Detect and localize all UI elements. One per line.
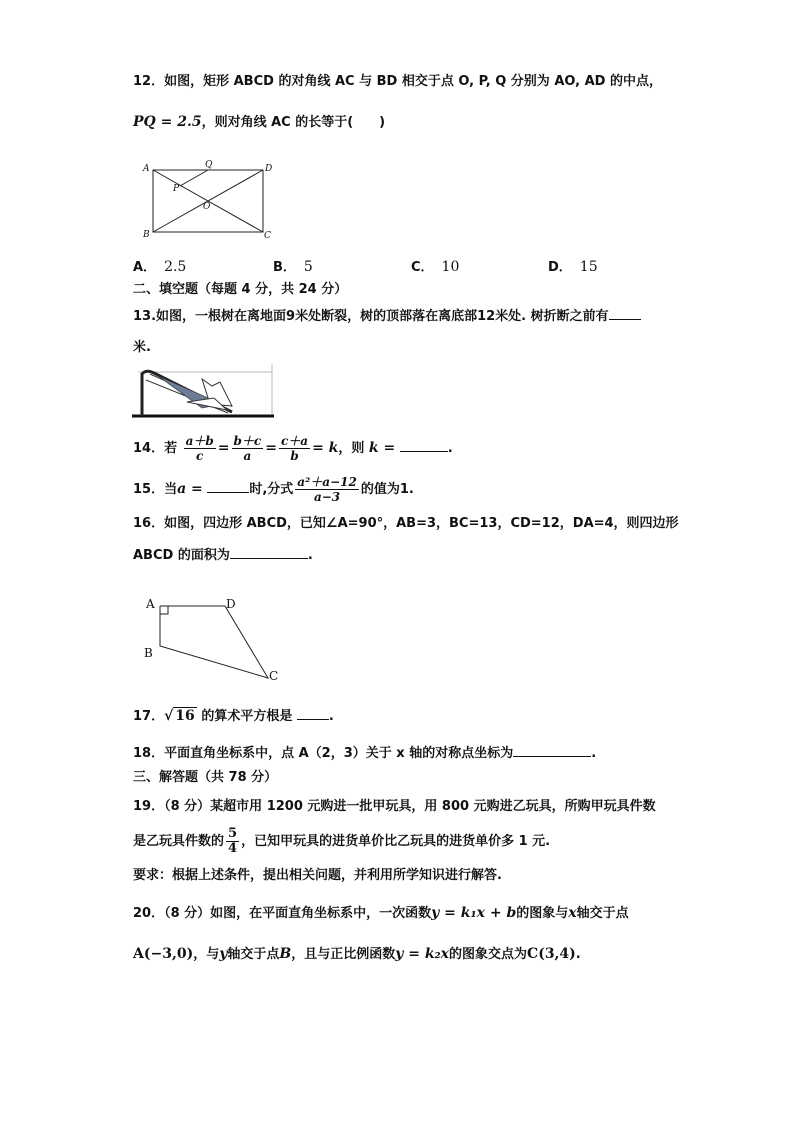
q18-text: 18．平面直角坐标系中，点 A（2，3）关于 x 轴的对称点坐标为 <box>133 746 514 761</box>
q15-suffix: 的值为1. <box>360 482 414 497</box>
q15-line <box>133 470 414 508</box>
q12-pq-math: PQ = 2.5 <box>133 114 202 130</box>
q12-label-a: A <box>143 164 150 174</box>
fraction-denominator: a <box>243 449 252 463</box>
q14-k-equals: k = <box>368 440 396 456</box>
equals-sign: = <box>217 440 230 456</box>
q12-choice-b[interactable] <box>273 256 313 275</box>
q20-t1: ，与 <box>193 947 220 962</box>
fraction-denominator: c <box>196 449 204 463</box>
q12-choice-d[interactable] <box>548 256 598 275</box>
choice-value: 5 <box>303 259 313 275</box>
q19-line2-suffix: ，已知甲玩具的进货单价比乙玩具的进货单价多 1 元. <box>241 834 551 849</box>
q14-end: . <box>447 441 453 456</box>
choice-value: 2.5 <box>164 259 187 275</box>
fraction-denominator: a−3 <box>313 490 341 504</box>
q14-then: ，则 <box>338 441 365 456</box>
q18-answer-blank[interactable] <box>513 743 591 757</box>
q14-prefix: 14．若 <box>133 441 178 456</box>
fraction-numerator: 5 <box>228 826 238 841</box>
q18-end: . <box>591 746 597 761</box>
q20-y-axis-symbol: y <box>219 946 228 962</box>
q17-prefix: 17． <box>133 709 165 724</box>
q20-point-c: C(3,4) <box>527 946 576 962</box>
q16-label-b: B <box>144 646 153 660</box>
choice-label: C． <box>411 260 434 275</box>
q17-radicand: 16 <box>175 708 195 724</box>
q16-line2 <box>133 545 313 566</box>
q16-end: . <box>307 548 313 563</box>
q20-point-b: B <box>279 946 292 962</box>
q16-label-a: A <box>146 597 155 611</box>
q13-line2: 米. <box>133 340 151 355</box>
q18-line <box>133 743 596 764</box>
q12-label-q: Q <box>205 160 213 170</box>
q20-linear-function: y = k₁x + b <box>431 905 517 921</box>
choice-value: 10 <box>441 259 460 275</box>
q12-label-p: P <box>173 184 180 194</box>
q14-answer-blank[interactable] <box>400 438 448 452</box>
q15-a-equals: a = <box>177 481 203 497</box>
equals-sign: = <box>265 440 277 456</box>
q20-line1-prefix: 20．（8 分）如图，在平面直角坐标系中，一次函数 <box>133 906 432 921</box>
q16-quadrilateral-figure <box>140 592 290 687</box>
q19-line2-prefix: 是乙玩具件数的 <box>133 834 225 849</box>
q20-proportional-function: y = k₂x <box>395 946 450 962</box>
q19-line1: 19．（8 分）某超市用 1200 元购进一批甲玩具，用 800 元购进乙玩具，所购甲玩具件数 <box>133 799 656 814</box>
q12-label-d: D <box>265 164 273 174</box>
q16-label-c: C <box>269 669 279 683</box>
fraction-denominator: b <box>290 449 299 463</box>
q12-label-o: O <box>203 202 211 212</box>
q14-line <box>133 428 453 468</box>
q13-text: 13.如图，一根树在离地面9米处断裂，树的顶部落在离底部12米处. 树折断之前有 <box>133 309 609 324</box>
section-solutions-heading: 三、解答题（共 78 分） <box>133 770 278 785</box>
q19-line3: 要求：根据上述条件，提出相关问题，并利用所学知识进行解答. <box>133 868 502 883</box>
q15-prefix: 15．当 <box>133 482 178 497</box>
q15-fraction <box>295 475 359 504</box>
q15-mid: 时,分式 <box>249 482 294 497</box>
q20-point-a: A(−3,0) <box>133 946 194 962</box>
q12-choice-c[interactable] <box>411 256 459 275</box>
q19-line2 <box>133 822 550 862</box>
q16-line1: 16．如图，四边形 ABCD，已知∠A=90°，AB=3，BC=13，CD=12，DA=4，则四边形 <box>133 516 679 531</box>
q13-line1 <box>133 306 641 327</box>
q20-line2 <box>133 944 581 965</box>
q14-fraction-2 <box>232 434 264 463</box>
q16-answer-blank[interactable] <box>230 545 308 559</box>
choice-value: 15 <box>579 259 598 275</box>
fraction-numerator: a²＋a−12 <box>297 475 357 489</box>
q15-answer-blank[interactable] <box>207 479 249 493</box>
q20-t2: 轴交于点 <box>227 947 280 962</box>
q17-line <box>133 706 334 727</box>
choice-label: D． <box>548 260 572 275</box>
q13-answer-blank[interactable] <box>609 306 641 320</box>
q14-equals-k: = k <box>312 440 339 456</box>
q16-label-d: D <box>226 597 236 611</box>
q20-end: . <box>575 947 581 962</box>
fraction-numerator: b＋c <box>233 434 262 448</box>
q20-line1-mid: 的图象与 <box>516 906 569 921</box>
q17-suffix: 的算术平方根是 <box>201 709 293 724</box>
q13-broken-tree-figure <box>132 364 274 420</box>
q12-line2 <box>133 112 385 133</box>
q12-label-b: B <box>143 230 150 240</box>
q20-t4: 的图象交点为 <box>449 947 528 962</box>
choice-label: A． <box>133 260 157 275</box>
fraction-numerator: a＋b <box>185 434 214 448</box>
q17-end: . <box>328 709 334 724</box>
q12-label-c: C <box>264 231 271 240</box>
q14-fraction-1 <box>184 434 216 463</box>
q12-line2-text: ，则对角线 AC 的长等于( ) <box>201 115 386 130</box>
q20-line1-suffix: 轴交于点 <box>576 906 629 921</box>
q14-fraction-3 <box>279 434 310 463</box>
q16-text: ABCD 的面积为 <box>133 548 230 563</box>
q20-t3: ，且与正比例函数 <box>291 947 396 962</box>
q12-choice-a[interactable] <box>133 256 186 275</box>
q17-sqrt: √ 16 <box>164 708 195 724</box>
q19-fraction <box>226 827 239 856</box>
q12-line1: 12．如图，矩形 ABCD 的对角线 AC 与 BD 相交于点 O, P, Q 分别为 AO, AD 的中点， <box>133 74 662 89</box>
q17-answer-blank[interactable] <box>297 706 329 720</box>
q12-rectangle-figure <box>140 158 275 240</box>
q20-line1 <box>133 903 629 924</box>
q20-x-axis-symbol: x <box>568 905 577 921</box>
fraction-numerator: c＋a <box>280 434 309 448</box>
choice-label: B． <box>273 260 296 275</box>
section-fill-in-heading: 二、填空题（每题 4 分，共 24 分） <box>133 282 348 297</box>
fraction-denominator: 4 <box>228 841 238 856</box>
